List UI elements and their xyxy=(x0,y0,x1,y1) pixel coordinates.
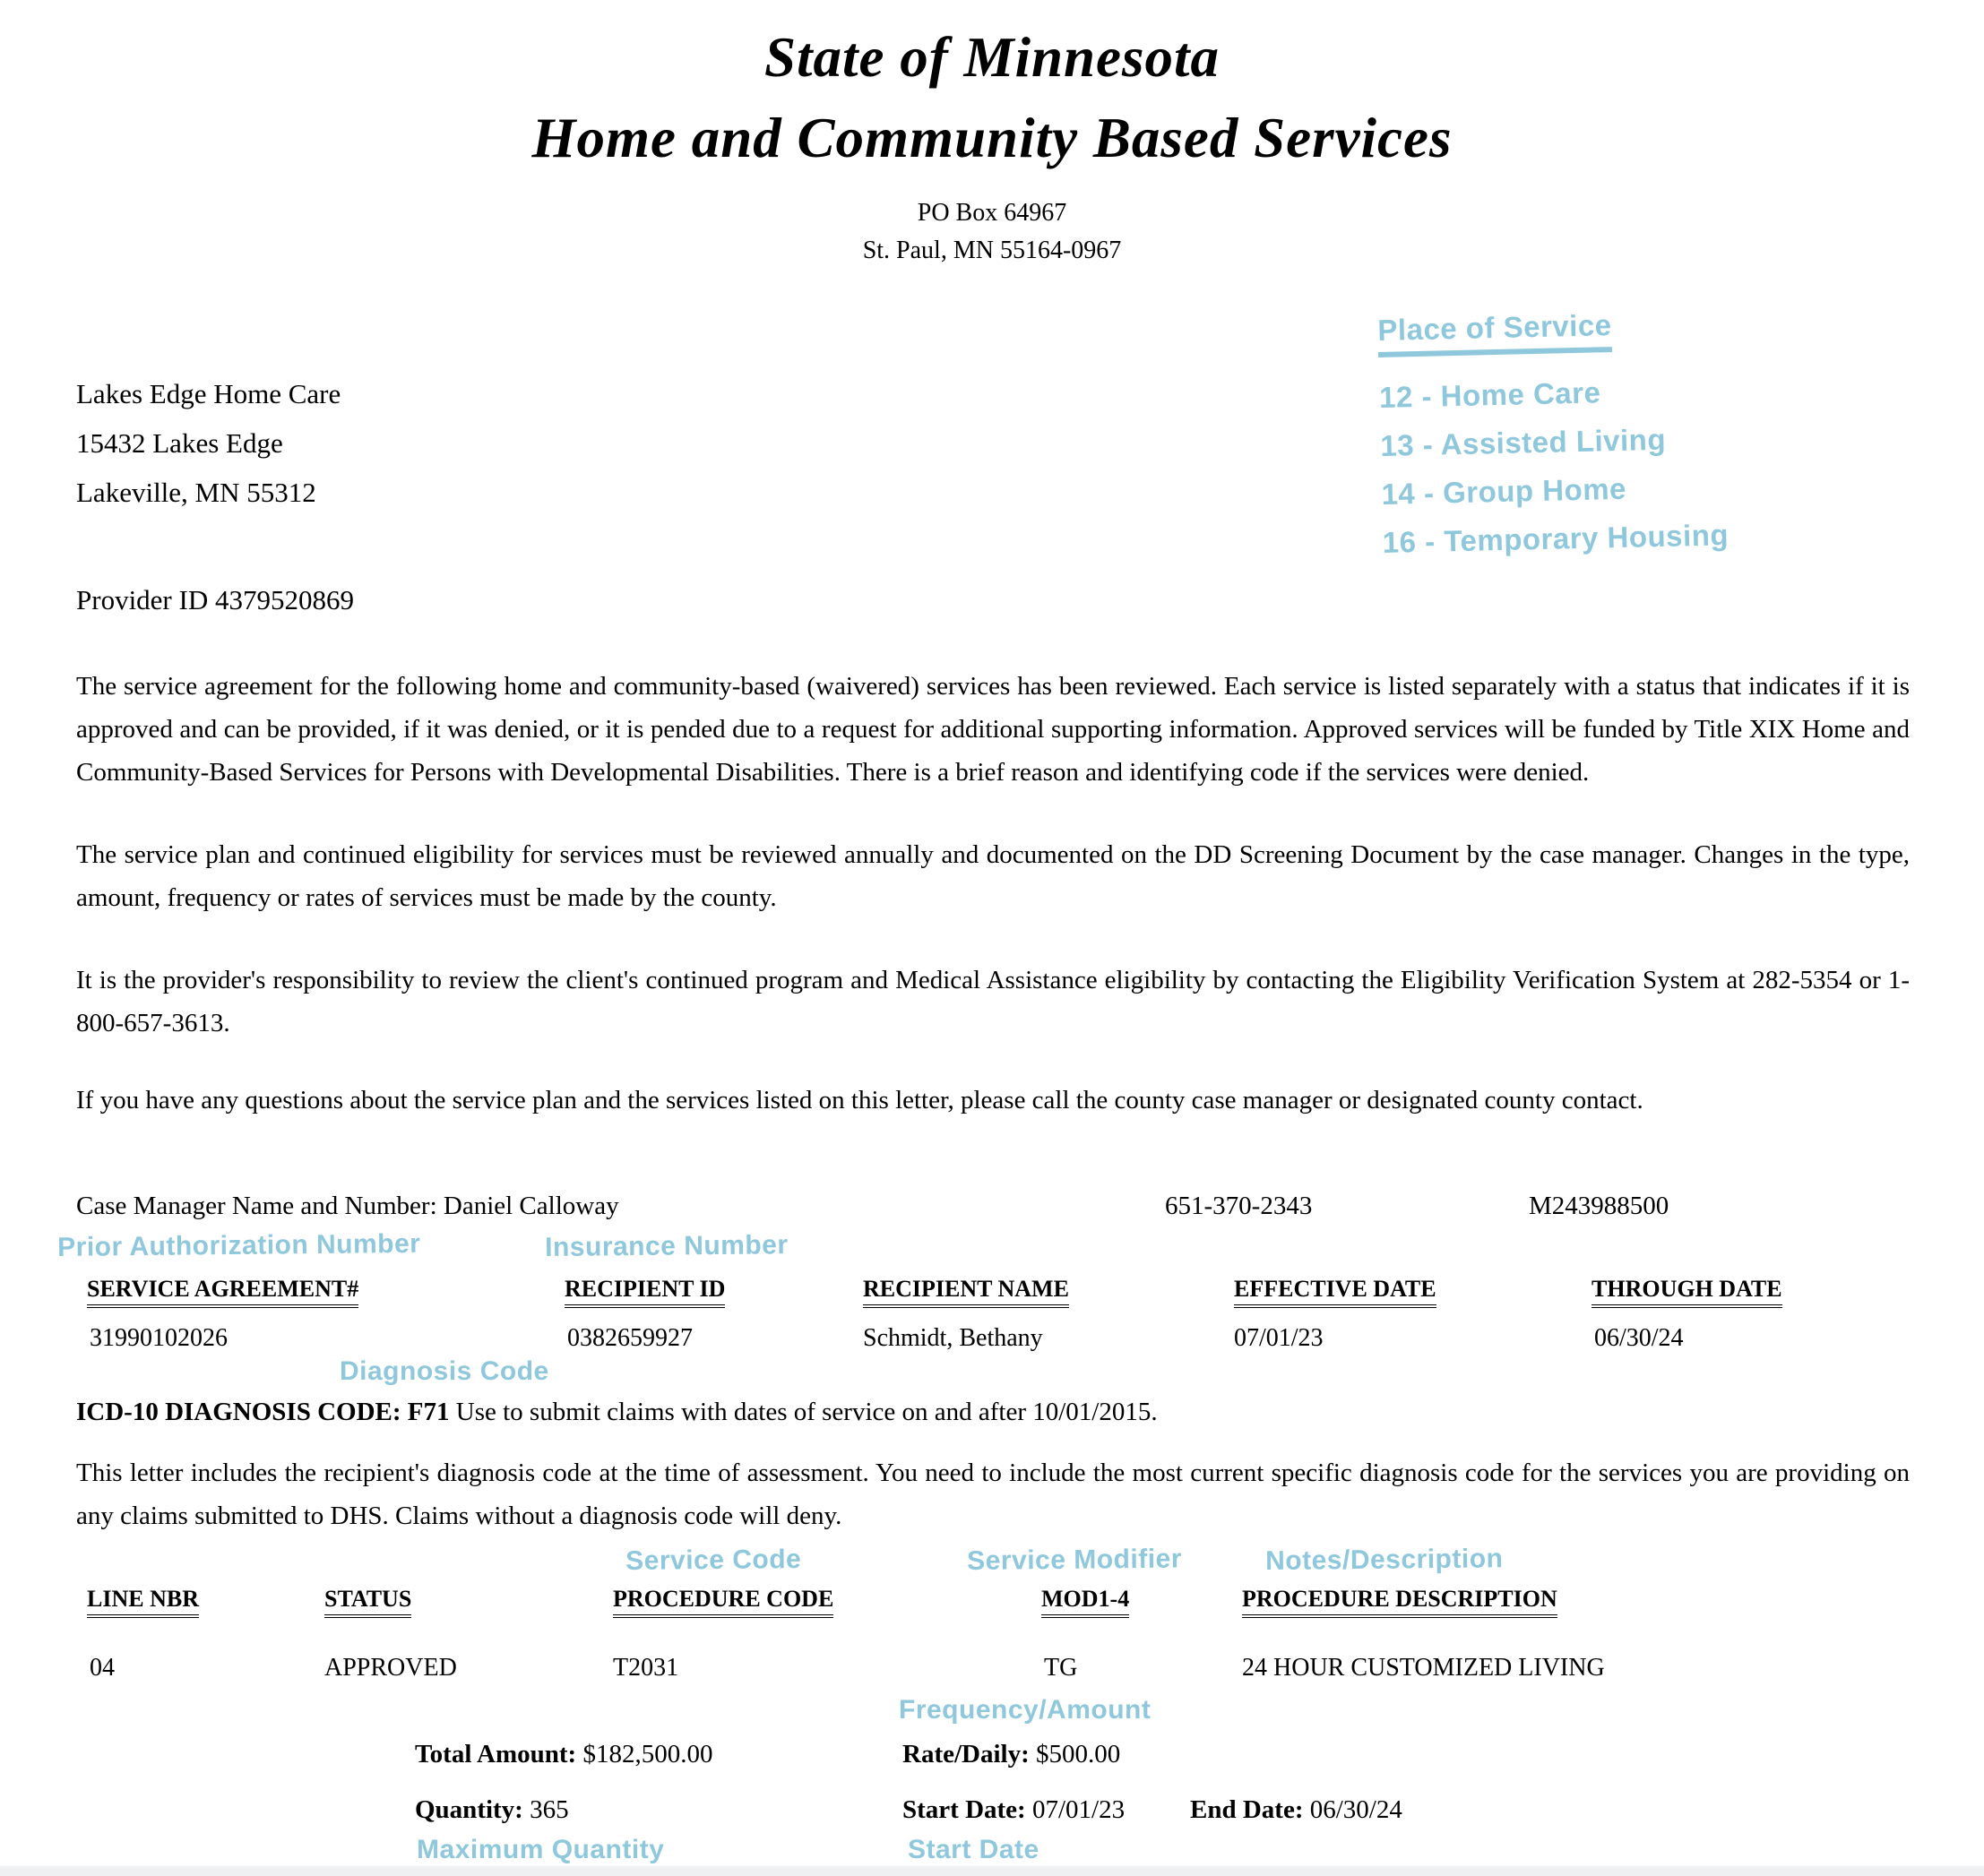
table-cell-procedure-description: 24 HOUR CUSTOMIZED LIVING xyxy=(1242,1654,1605,1682)
column-header-procedure-code: PROCEDURE CODE xyxy=(613,1586,833,1618)
provider-city-state-zip: Lakeville, MN 55312 xyxy=(76,477,316,508)
table-cell-effective-date: 07/01/23 xyxy=(1234,1324,1324,1352)
annotation-pos-item-home-care: 12 - Home Care xyxy=(1378,375,1601,414)
total-amount-line xyxy=(415,1740,712,1769)
annotation-diagnosis-code: Diagnosis Code xyxy=(340,1356,549,1386)
quantity-line xyxy=(415,1795,569,1825)
provider-street: 15432 Lakes Edge xyxy=(76,427,283,459)
total-amount-value: $182,500.00 xyxy=(582,1740,713,1768)
annotation-place-of-service-title: Place of Service xyxy=(1377,308,1612,357)
icd-diagnosis-code-note: Use to submit claims with dates of service on and after 10/01/2015. xyxy=(449,1398,1158,1426)
column-header-mod1-4: MOD1-4 xyxy=(1041,1586,1129,1618)
quantity-label: Quantity: xyxy=(415,1795,523,1824)
column-header-through-date: THROUGH DATE xyxy=(1592,1276,1782,1308)
start-date-value: 07/01/23 xyxy=(1031,1795,1126,1824)
letterhead-city-line: St. Paul, MN 55164-0967 xyxy=(862,237,1122,264)
table-cell-status: APPROVED xyxy=(324,1654,457,1682)
paragraph-diagnosis-notice: This letter includes the recipient's diagnosis code at the time of assessment. You need to include the most current specific diagnosis code for the services you are providing on any claims submitted to DHS. Claims without a diagnosis code will deny. xyxy=(76,1459,1910,1530)
icd-diagnosis-line xyxy=(76,1398,1158,1427)
rate-daily-value: $500.00 xyxy=(1036,1740,1121,1768)
paragraph-questions: If you have any questions about the service plan and the services listed on this letter, please call the county case manager or designated county contact. xyxy=(76,1086,1643,1114)
annotation-frequency-amount: Frequency/Amount xyxy=(899,1695,1152,1725)
table-cell-service-agreement-number: 31990102026 xyxy=(90,1324,228,1352)
start-date-line xyxy=(902,1795,1125,1825)
column-header-service-agreement: SERVICE AGREEMENT# xyxy=(87,1276,358,1308)
annotation-service-modifier: Service Modifier xyxy=(967,1544,1183,1576)
table-cell-line-nbr: 04 xyxy=(90,1654,115,1682)
end-date-value: 06/30/24 xyxy=(1309,1795,1402,1824)
table-cell-recipient-id: 0382659927 xyxy=(567,1324,693,1352)
annotation-pos-item-group-home: 14 - Group Home xyxy=(1381,471,1627,511)
total-amount-label: Total Amount: xyxy=(415,1740,577,1768)
column-header-status: STATUS xyxy=(324,1586,411,1618)
quantity-value: 365 xyxy=(530,1795,569,1824)
paragraph-service-agreement: The service agreement for the following home and community-based (waivered) services has been reviewed. Each service is listed separately with a status that indicates if it is approved and can be provided, if it was denied, or it is pended due to a request for additional supporting information. Approved services will be funded by Title XIX Home and Community-Based Services for Persons with Developmental Disabilities. There is a brief reason and identifying code if the services were denied. xyxy=(76,672,1910,787)
letterhead-po-box: PO Box 64967 xyxy=(917,199,1067,227)
letter-body xyxy=(76,665,1910,1122)
column-header-line-nbr: LINE NBR xyxy=(87,1586,199,1618)
annotation-notes-description: Notes/Description xyxy=(1265,1544,1504,1576)
end-date-line xyxy=(1190,1795,1402,1825)
case-manager-name-line: Case Manager Name and Number: Daniel Calloway xyxy=(76,1192,619,1220)
annotation-insurance-number: Insurance Number xyxy=(545,1230,789,1262)
annotation-pos-item-assisted-living: 13 - Assisted Living xyxy=(1379,422,1667,462)
case-manager-phone: 651-370-2343 xyxy=(1165,1192,1313,1220)
annotation-service-code: Service Code xyxy=(625,1544,802,1576)
table-cell-mod1-4: TG xyxy=(1044,1654,1078,1682)
column-header-procedure-description: PROCEDURE DESCRIPTION xyxy=(1242,1586,1557,1618)
letterhead-title-line1: State of Minnesota xyxy=(763,26,1221,89)
case-manager-number: M243988500 xyxy=(1529,1192,1669,1220)
column-header-effective-date: EFFECTIVE DATE xyxy=(1234,1276,1436,1308)
end-date-label: End Date: xyxy=(1190,1795,1304,1824)
provider-name: Lakes Edge Home Care xyxy=(76,378,341,409)
table-cell-procedure-code: T2031 xyxy=(613,1654,679,1682)
rate-daily-line xyxy=(902,1740,1120,1769)
paragraph-service-plan: The service plan and continued eligibility for services must be reviewed annually and documented on the DD Screening Document by the case manager. Changes in the type, amount, frequency or rates of services must be made by the county. xyxy=(76,840,1910,912)
icd-diagnosis-code-bold: ICD-10 DIAGNOSIS CODE: F71 xyxy=(76,1398,450,1426)
annotation-start-date: Start Date xyxy=(908,1835,1039,1864)
column-header-recipient-id: RECIPIENT ID xyxy=(565,1276,725,1308)
letterhead-title-line2: Home and Community Based Services xyxy=(531,107,1453,169)
annotation-prior-authorization-number: Prior Authorization Number xyxy=(57,1228,421,1262)
rate-daily-label: Rate/Daily: xyxy=(902,1740,1030,1768)
start-date-label: Start Date: xyxy=(902,1795,1026,1824)
table-cell-through-date: 06/30/24 xyxy=(1594,1324,1684,1352)
paragraph-provider-responsibility: It is the provider's responsibility to review the client's continued program and Medical Assistance eligibility by contacting the Eligibility Verification System at 282-5354 or 1-800-657-3613. xyxy=(76,966,1910,1037)
provider-address-block xyxy=(76,369,341,517)
provider-id-line: Provider ID 4379520869 xyxy=(76,584,354,615)
table-cell-recipient-name: Schmidt, Bethany xyxy=(863,1324,1043,1352)
annotation-place-of-service xyxy=(1377,305,1729,560)
annotation-maximum-quantity: Maximum Quantity xyxy=(417,1835,665,1864)
column-header-recipient-name: RECIPIENT NAME xyxy=(863,1276,1069,1308)
annotation-pos-item-temporary-housing: 16 - Temporary Housing xyxy=(1382,518,1730,559)
window-bottom-strip xyxy=(0,1866,1984,1876)
